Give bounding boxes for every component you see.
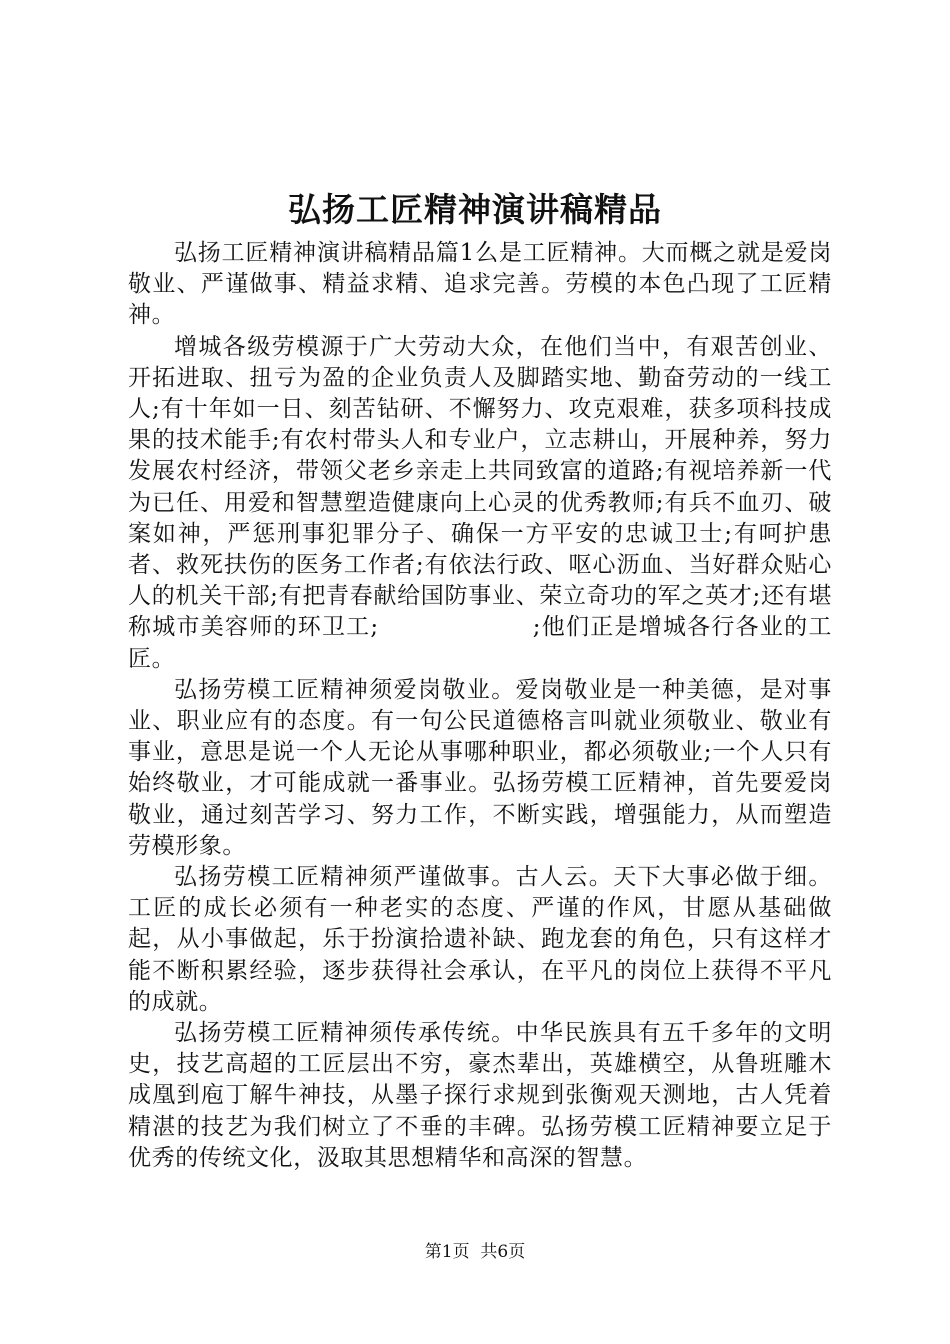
paragraph-1: 弘扬工匠精神演讲稿精品篇1么是工匠精神。大而概之就是爱岗敬业、严谨做事、精益求精、追求完善。劳模的本色凸现了工匠精神。 [128, 240, 832, 329]
paragraph-3: 弘扬劳模工匠精神须爱岗敬业。爱岗敬业是一种美德，是对事业、职业应有的态度。有一句公民道德格言叫就业须敬业、敬业有事业，意思是说一个人无论从事哪种职业，都必须敬业;一个人只有始终敬业，才可能成就一番事业。弘扬劳模工匠精神，首先要爱岗敬业，通过刻苦学习、努力工作，不断实践，增强能力，从而塑造劳模形象。 [128, 676, 832, 859]
document-body [128, 238, 832, 1174]
page-total: 共6页 [480, 1242, 526, 1262]
page-footer [0, 1240, 950, 1264]
document-title: 弘扬工匠精神演讲稿精品 [288, 190, 662, 229]
paragraph-2: 增城各级劳模源于广大劳动大众，在他们当中，有艰苦创业、开拓进取、扭亏为盈的企业负责人及脚踏实地、勤奋劳动的一线工人;有十年如一日、刻苦钻研、不懈努力、攻克艰难，获多项科技成果的技术能手;有农村带头人和专业户，立志耕山，开展种养，努力发展农村经济，带领父老乡亲走上共同致富的道路;有视培养新一代为已任、用爱和智慧塑造健康向上心灵的优秀教师;有兵不血刃、破案如神，严惩刑事犯罪分子、确保一方平安的忠诚卫士;有呵护患者、救死扶伤的医务工作者;有依法行政、呕心沥血、当好群众贴心人的机关干部;有把青春献给国防事业、荣立奇功的军之英才;还有堪称城市美容师的环卫工; ;他们正是增城各行各业的工匠。 [128, 333, 832, 672]
paragraph-4: 弘扬劳模工匠精神须严谨做事。古人云。天下大事必做于细。工匠的成长必须有一种老实的态度、严谨的作风，甘愿从基础做起，从小事做起，乐于扮演拾遗补缺、跑龙套的角色，只有这样才能不断积累经验，逐步获得社会承认，在平凡的岗位上获得不平凡的成就。 [128, 864, 832, 1015]
page-number: 第1页 [424, 1242, 470, 1262]
paragraph-5: 弘扬劳模工匠精神须传承传统。中华民族具有五千多年的文明史，技艺高超的工匠层出不穷，豪杰辈出，英雄横空，从鲁班雕木成凰到庖丁解牛神技，从墨子探行求规到张衡观天测地，古人凭着精湛的技艺为我们树立了不垂的丰碑。弘扬劳模工匠精神要立足于优秀的传统文化，汲取其思想精华和高深的智慧。 [128, 1020, 832, 1171]
